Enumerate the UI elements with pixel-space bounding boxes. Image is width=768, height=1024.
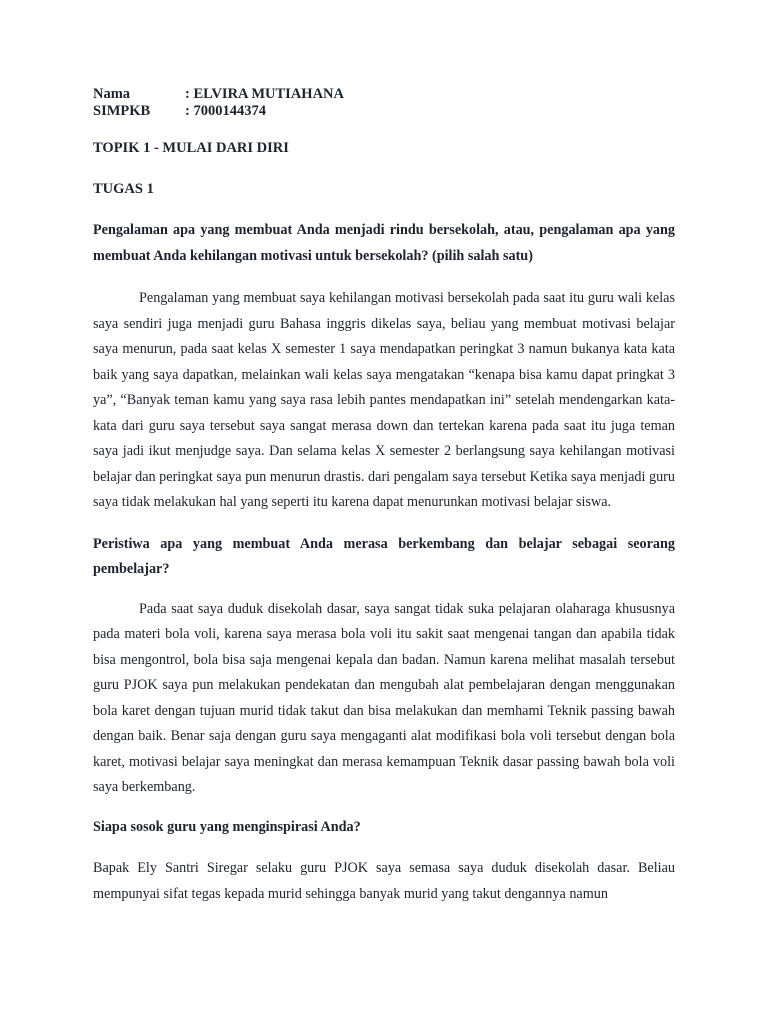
answer-2: Pada saat saya duduk disekolah dasar, saya sangat tidak suka pelajaran olaharaga khususnya pada materi bola voli, karena saya merasa bola voli itu sakit saat mengenai tangan dan apabila tidak bisa mengontrol, bola bisa saja mengenai kepala dan badan. Namun karena melihat masalah tersebut guru PJOK saya pun melakukan pendekatan dan mengubah alat pembelajaran dengan menggunakan bola karet dengan tujuan murid tidak takut dan bisa melakukan dan memhami Teknik passing bawah dengan baik. Benar saja dengan guru saya mengaganti alat modifikasi bola voli tersebut dengan bola karet, motivasi belajar saya meningkat dan merasa kemampuan Teknik dasar passing bawah bola voli saya berkembang. — [93, 600, 675, 795]
document-page — [93, 86, 675, 907]
question-3: Siapa sosok guru yang menginspirasi Anda? — [93, 818, 361, 835]
name-label: Nama — [93, 86, 131, 102]
task-title: TUGAS 1 — [93, 181, 154, 197]
question-1: Pengalaman apa yang membuat Anda menjadi rindu bersekolah, atau, pengalaman apa yang membuat Anda kehilangan motivasi untuk bersekolah? (pilih salah satu) — [93, 222, 675, 264]
simpkb-row — [93, 103, 675, 120]
simpkb-value: : 7000144374 — [185, 103, 266, 119]
name-row — [93, 86, 675, 103]
answer-3: Bapak Ely Santri Siregar selaku guru PJOK saya semasa saya duduk disekolah dasar. Beliau mempunyai sifat tegas kepada murid sehingga banyak murid yang takut dengannya namun — [93, 860, 675, 902]
simpkb-label: SIMPKB — [93, 103, 151, 119]
question-2: Peristiwa apa yang membuat Anda merasa berkembang dan belajar sebagai seorang pembelajar? — [93, 535, 675, 577]
name-value: : ELVIRA MUTIAHANA — [185, 86, 344, 102]
answer-1: Pengalaman yang membuat saya kehilangan motivasi bersekolah pada saat itu guru wali kelas saya sendiri juga menjadi guru Bahasa inggris dikelas saya, beliau yang membuat motivasi belajar saya menurun, pada saat kelas X semester 1 saya mendapatkan peringkat 3 namun bukanya kata kata baik yang saya dapatkan, melainkan wali kelas saya mengatakan “kenapa bisa kamu dapat pringkat 3 ya”, “Banyak teman kamu yang saya rasa lebih pantes mendapatkan ini” setelah mendengarkan kata- kata dari guru saya tersebut saya sangat merasa down dan tertekan karena pada saat itu juga teman saya jadi ikut menjudge saya. Dan selama kelas X semester 2 berlangsung saya kehilangan motivasi belajar dan peringkat saya pun menurun drastis. dari pengalam saya tersebut Ketika saya menjadi guru saya tidak melakukan hal yang seperti itu karena dapat menurunkan motivasi belajar siswa. — [93, 290, 675, 510]
topic-title: TOPIK 1 - MULAI DARI DIRI — [93, 140, 289, 156]
